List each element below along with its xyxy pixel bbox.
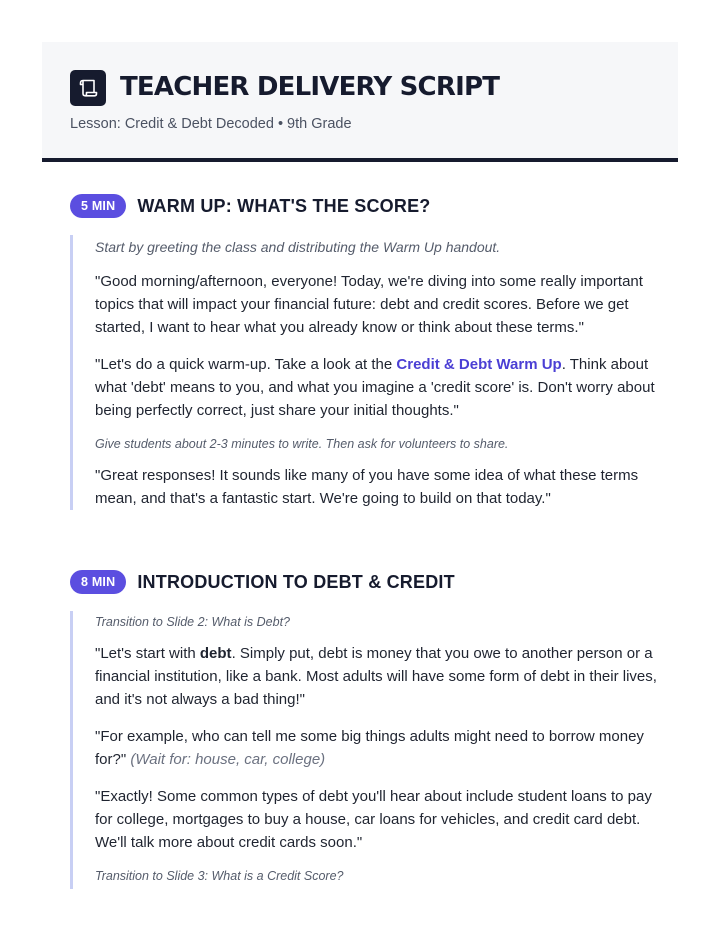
section-title: INTRODUCTION TO DEBT & CREDIT: [137, 571, 455, 592]
script-text: . Think about what 'debt' means to you, and what you imagine a 'credit score' is. Don't worry about being perfectly correct, just share your initial thoughts.": [95, 356, 655, 419]
script-paragraph: [95, 353, 660, 422]
script-text: "For example, who can tell me some big things adults might need to borrow money for?": [95, 728, 644, 768]
script-paragraph: "Great responses! It sounds like many of you have some idea of what these terms mean, and that's a fantastic start. We're going to build on that today.": [95, 467, 639, 507]
stage-direction: Transition to Slide 3: What is a Credit Score?: [95, 869, 344, 883]
section-warm-up: [70, 193, 660, 510]
stage-direction: Give students about 2-3 minutes to write. Then ask for volunteers to share.: [95, 437, 509, 451]
scroll-icon: [70, 70, 106, 106]
lesson-subtitle: Lesson: Credit & Debt Decoded • 9th Grade: [70, 116, 352, 132]
section-title: WARM UP: WHAT'S THE SCORE?: [137, 195, 431, 216]
script-text: "Let's start with: [95, 645, 200, 662]
time-badge: 5 MIN: [70, 194, 126, 218]
expected-answers: (Wait for: house, car, college): [130, 751, 326, 768]
section-introduction: [70, 569, 660, 889]
section-body: [70, 235, 660, 510]
stage-direction: Start by greeting the class and distributing the Warm Up handout.: [95, 239, 501, 255]
script-text: "Let's do a quick warm-up. Take a look at the: [95, 356, 397, 373]
page-header: [42, 42, 678, 162]
page-title: TEACHER DELIVERY SCRIPT: [120, 72, 500, 102]
script-paragraph: "Exactly! Some common types of debt you'll hear about include student loans to pay for college, mortgages to buy a house, car loans for vehicles, and credit card debt. We'll talk more about credit cards soon.": [95, 788, 652, 851]
section-body: [70, 611, 660, 889]
script-paragraph: [95, 642, 660, 711]
section-header: [70, 569, 660, 595]
time-badge: 8 MIN: [70, 570, 126, 594]
script-text: . Simply put, debt is money that you owe to another person or a financial institution, like a bank. Most adults will have some form of debt in their lives, and it's not always a bad thing!": [95, 645, 657, 708]
script-paragraph: [95, 725, 660, 771]
section-header: [70, 193, 660, 219]
stage-direction: Transition to Slide 2: What is Debt?: [95, 615, 290, 629]
warm-up-handout-link[interactable]: Credit & Debt Warm Up: [396, 356, 562, 373]
script-paragraph: "Good morning/afternoon, everyone! Today, we're diving into some really important topics that will impact your financial future: debt and credit scores. Before we get started, I want to hear what you already know or think about these terms.": [95, 273, 643, 336]
key-term: debt: [199, 645, 232, 662]
